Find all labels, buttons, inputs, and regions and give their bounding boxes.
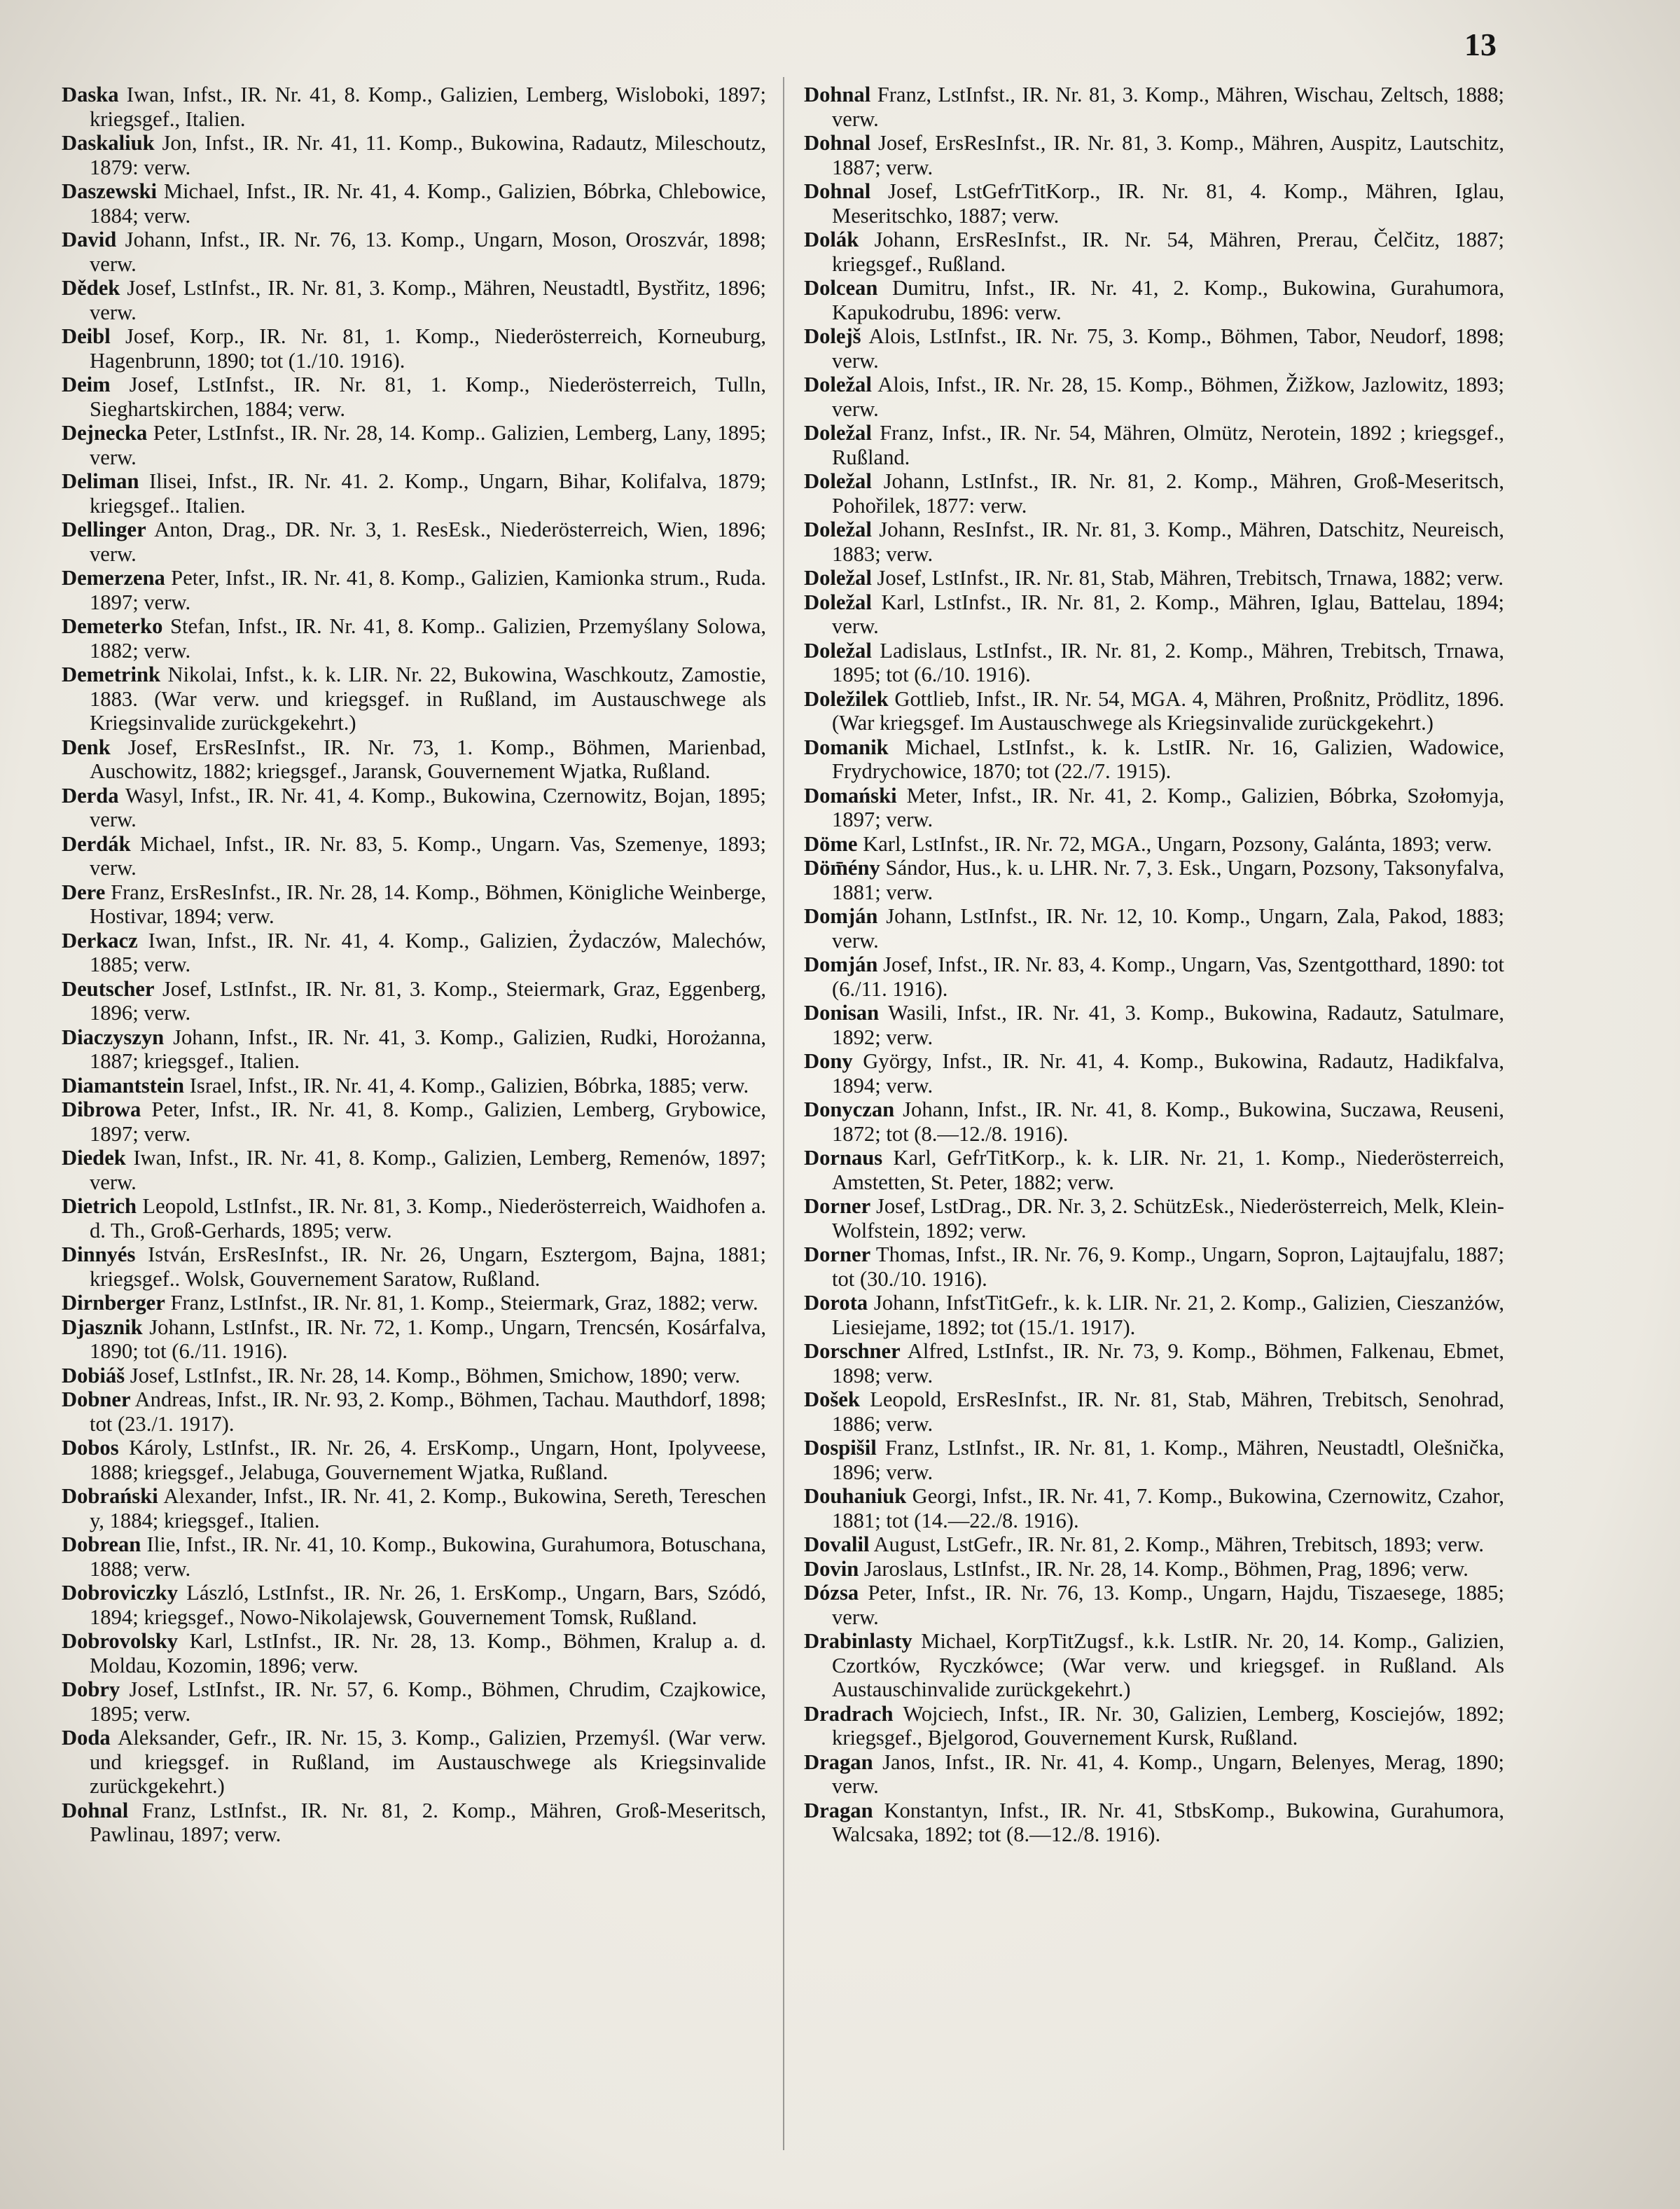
entry-details: Karl, LstInfst., IR. Nr. 28, 13. Komp., Böhmen, Kralup a. d. Moldau, Kozomin, 1896; verw. — [90, 1629, 766, 1677]
casualty-entry — [804, 1629, 1504, 1702]
entry-surname: Doležal — [804, 518, 872, 541]
casualty-entry — [804, 832, 1504, 857]
casualty-entry — [62, 1242, 766, 1291]
entry-details: Franz, LstInfst., IR. Nr. 81, 1. Komp., Mähren, Neustadtl, Olešnička, 1896; verw. — [832, 1436, 1504, 1484]
entry-details: Aleksander, Gefr., IR. Nr. 15, 3. Komp., Galizien, Przemyśl. (War verw. und kriegsgef. in Rußland, im Austauschwege als Kriegsinvalide zurückgekehrt.) — [90, 1726, 766, 1798]
entry-surname: Dorota — [804, 1291, 868, 1315]
entry-surname: Dibrowa — [62, 1097, 141, 1121]
entry-details: Michael, Infst., IR. Nr. 83, 5. Komp., Ungarn. Vas, Szemenye, 1893; verw. — [90, 831, 766, 880]
entry-details: Franz, LstInfst., IR. Nr. 81, 1. Komp., Steiermark, Graz, 1882; verw. — [165, 1291, 758, 1315]
entry-details: Josef, LstInfst., IR. Nr. 81, 3. Komp., Steiermark, Graz, Eggenberg, 1896; verw. — [90, 976, 766, 1025]
casualty-entry — [804, 590, 1504, 639]
entry-details: Karl, LstInfst., IR. Nr. 72, MGA., Ungarn, Pozsony, Galánta, 1893; verw. — [857, 831, 1492, 856]
casualty-entry — [62, 1097, 766, 1146]
casualty-entry — [804, 784, 1504, 832]
casualty-entry — [62, 1532, 766, 1581]
casualty-entry — [804, 904, 1504, 953]
entry-details: Wasili, Infst., IR. Nr. 41, 3. Komp., Bukowina, Radautz, Satulmare, 1892; verw. — [832, 1001, 1504, 1049]
casualty-entry — [62, 421, 766, 469]
casualty-entry — [62, 1799, 766, 1847]
entry-surname: David — [62, 228, 117, 251]
entry-surname: Dobner — [62, 1387, 131, 1411]
entry-surname: Dragan — [804, 1750, 873, 1774]
entry-details: Dumitru, Infst., IR. Nr. 41, 2. Komp., Bukowina, Gurahumora, Kapukodrubu, 1896: verw. — [832, 276, 1504, 324]
casualty-entry — [62, 784, 766, 832]
entry-surname: Doležal — [804, 638, 872, 663]
entry-surname: Deutscher — [62, 976, 155, 1001]
entry-surname: Doležal — [804, 421, 872, 445]
entry-details: Karl, GefrTitKorp., k. k. LIR. Nr. 21, 1. Komp., Niederösterreich, Amstetten, St. Peter, 1882; verw. — [832, 1146, 1504, 1194]
casualty-entry — [62, 1194, 766, 1242]
casualty-entry — [804, 1799, 1504, 1847]
entry-details: Iwan, Infst., IR. Nr. 41, 8. Komp., Galizien, Lemberg, Remenów, 1897; verw. — [90, 1146, 766, 1194]
entry-details: László, LstInfst., IR. Nr. 26, 1. ErsKomp., Ungarn, Bars, Szódó, 1894; kriegsgef., Nowo-Nikolajewsk, Gouvernement Tomsk, Rußland. — [90, 1581, 766, 1629]
entry-surname: Donyczan — [804, 1097, 895, 1121]
casualty-entry — [804, 1484, 1504, 1532]
entry-details: Leopold, LstInfst., IR. Nr. 81, 3. Komp., Niederösterreich, Waidhofen a. d. Th., Groß-Gerhards, 1895; verw. — [90, 1194, 766, 1242]
entry-surname: Dobrovolsky — [62, 1629, 179, 1653]
entry-surname: Dobos — [62, 1436, 119, 1460]
entry-surname: Derkacz — [62, 928, 138, 953]
casualty-entry — [62, 518, 766, 566]
entry-surname: Dobroviczky — [62, 1581, 178, 1605]
casualty-entry — [804, 856, 1504, 904]
entry-surname: Diamantstein — [62, 1073, 185, 1097]
entry-details: Károly, LstInfst., IR. Nr. 26, 4. ErsKomp., Ungarn, Hont, Ipolyveese, 1888; kriegsgef., Jelabuga, Gouvernement Wjatka, Rußland. — [90, 1436, 766, 1484]
entry-details: Ilie, Infst., IR. Nr. 41, 10. Komp., Bukowina, Gurahumora, Botuschana, 1888; verw. — [90, 1532, 766, 1581]
entry-details: György, Infst., IR. Nr. 41, 4. Komp., Bukowina, Radautz, Hadikfalva, 1894; verw. — [832, 1049, 1504, 1097]
casualty-entry — [804, 1001, 1504, 1049]
entry-surname: Dospišil — [804, 1436, 877, 1460]
casualty-entry — [62, 1364, 766, 1388]
entry-surname: Dolejš — [804, 324, 861, 348]
casualty-entry — [804, 324, 1504, 373]
entry-surname: Denk — [62, 735, 111, 759]
entry-details: Meter, Infst., IR. Nr. 41, 2. Komp., Galizien, Bóbrka, Szołomyja, 1897; verw. — [832, 783, 1504, 831]
casualty-entry — [804, 1557, 1504, 1581]
entry-details: Janos, Infst., IR. Nr. 41, 4. Komp., Ungarn, Belenyes, Merag, 1890; verw. — [832, 1750, 1504, 1798]
casualty-entry — [804, 518, 1504, 566]
entry-surname: Dere — [62, 880, 106, 904]
entry-surname: Deibl — [62, 324, 111, 348]
entry-surname: Dovin — [804, 1556, 859, 1581]
entry-details: Ladislaus, LstInfst., IR. Nr. 81, 2. Komp., Mähren, Trebitsch, Trnawa, 1895; tot (6./10. 1916). — [832, 638, 1504, 686]
entry-surname: Domański — [804, 783, 897, 808]
entry-details: Peter, Infst., IR. Nr. 41, 8. Komp., Galizien, Kamionka strum., Ruda. 1897; verw. — [90, 566, 766, 614]
entry-details: Anton, Drag., DR. Nr. 3, 1. ResEsk., Niederösterreich, Wien, 1896; verw. — [90, 518, 766, 566]
entry-details: Franz, ErsResInfst., IR. Nr. 28, 14. Komp., Böhmen, Königliche Weinberge, Hostivar, 1894; verw. — [90, 880, 766, 928]
entry-details: Peter, Infst., IR. Nr. 41, 8. Komp., Galizien, Lemberg, Grybowice, 1897; verw. — [90, 1097, 766, 1146]
entry-details: Josef, LstInfst., IR. Nr. 81, 3. Komp., Mähren, Neustadtl, Bystřitz, 1896; verw. — [90, 276, 766, 324]
entry-details: Gottlieb, Infst., IR. Nr. 54, MGA. 4, Mähren, Proßnitz, Prödlitz, 1896. (War kriegsgef. Im Austauschwege als Kriegsinvalide zurückgekehrt.) — [832, 686, 1504, 735]
entry-details: Konstantyn, Infst., IR. Nr. 41, StbsKomp., Bukowina, Gurahumora, Walcsaka, 1892; tot (8.—12./8. 1916). — [832, 1798, 1504, 1846]
casualty-entry — [804, 228, 1504, 276]
casualty-entry — [62, 1025, 766, 1074]
entry-surname: Doležilek — [804, 686, 889, 711]
entry-details: Franz, LstInfst., IR. Nr. 81, 3. Komp., Mähren, Wischau, Zeltsch, 1888; verw. — [832, 83, 1504, 131]
entry-details: Alois, Infst., IR. Nr. 28, 15. Komp., Böhmen, Žižkow, Jazlowitz, 1893; verw. — [832, 373, 1504, 421]
entry-details: Georgi, Infst., IR. Nr. 41, 7. Komp., Bukowina, Czernowitz, Czahor, 1881; tot (14.—22./8. 1916). — [832, 1484, 1504, 1532]
entry-surname: Dolák — [804, 228, 859, 251]
entry-surname: Dietrich — [62, 1194, 137, 1218]
casualty-entry — [804, 1291, 1504, 1339]
entry-details: Israel, Infst., IR. Nr. 41, 4. Komp., Galizien, Bóbrka, 1885; verw. — [184, 1073, 749, 1097]
left-column — [62, 83, 766, 1847]
entry-details: Ilisei, Infst., IR. Nr. 41. 2. Komp., Ungarn, Bihar, Kolifalva, 1879; kriegsgef.. Italien. — [90, 469, 766, 518]
entry-details: Josef, LstInfst., IR. Nr. 81, Stab, Mähren, Trebitsch, Trnawa, 1882; verw. — [871, 566, 1504, 590]
casualty-entry — [62, 832, 766, 880]
entry-surname: Dorschner — [804, 1339, 901, 1363]
entry-details: Wojciech, Infst., IR. Nr. 30, Galizien, Lemberg, Kosciejów, 1892; kriegsgef., Bjelgorod, Gouvernement Kursk, Rußland. — [832, 1701, 1504, 1750]
casualty-entry — [804, 1146, 1504, 1194]
entry-surname: Djasznik — [62, 1315, 143, 1339]
entry-details: Johann, Infst., IR. Nr. 41, 3. Komp., Galizien, Rudki, Horożanna, 1887; kriegsgef., Italien. — [90, 1025, 766, 1073]
casualty-entry — [62, 324, 766, 373]
entry-surname: Dobry — [62, 1677, 120, 1701]
casualty-entry — [62, 1074, 766, 1098]
entry-details: Iwan, Infst., IR. Nr. 41, 4. Komp., Galizien, Żydaczów, Malechów, 1885; verw. — [90, 928, 766, 976]
entry-surname: Derda — [62, 783, 119, 808]
entry-surname: Diaczyszyn — [62, 1025, 165, 1049]
entry-surname: Doležal — [804, 590, 872, 614]
entry-details: Stefan, Infst., IR. Nr. 41, 8. Komp.. Galizien, Przemyślany Solowa, 1882; verw. — [90, 614, 766, 663]
casualty-entry — [804, 1242, 1504, 1291]
casualty-entry — [62, 1291, 766, 1315]
entry-surname: Dorner — [804, 1242, 871, 1266]
entry-details: Johann, InfstTitGefr., k. k. LIR. Nr. 21, 2. Komp., Galizien, Cieszanżów, Liesiejame, 1892; tot (15./1. 1917). — [832, 1291, 1504, 1339]
casualty-entry — [804, 83, 1504, 131]
entry-surname: Dobrański — [62, 1484, 158, 1508]
entry-surname: Dony — [804, 1049, 853, 1073]
entry-surname: Demeterko — [62, 614, 163, 638]
entry-surname: Dinnyés — [62, 1242, 136, 1266]
casualty-entry — [62, 977, 766, 1025]
entry-surname: Daszewski — [62, 179, 157, 203]
entry-details: Sándor, Hus., k. u. LHR. Nr. 7, 3. Esk., Ungarn, Pozsony, Taksonyfalva, 1881; verw. — [832, 856, 1504, 904]
casualty-entry — [62, 1387, 766, 1436]
entry-details: Johann, LstInfst., IR. Nr. 12, 10. Komp., Ungarn, Zala, Pakod, 1883; verw. — [832, 904, 1504, 953]
casualty-entry — [62, 131, 766, 179]
casualty-entry — [804, 469, 1504, 518]
entry-surname: Doležal — [804, 373, 872, 396]
entry-surname: Dradrach — [804, 1701, 894, 1726]
entry-details: Johann, ErsResInfst., IR. Nr. 54, Mähren, Prerau, Čelčitz, 1887; kriegsgef., Rußland. — [832, 228, 1504, 276]
entry-details: Josef, Infst., IR. Nr. 83, 4. Komp., Ungarn, Vas, Szentgotthard, 1890: tot (6./11. 1916). — [832, 953, 1504, 1001]
casualty-entry — [804, 687, 1504, 735]
entry-details: Jaroslaus, LstInfst., IR. Nr. 28, 14. Komp., Böhmen, Prag, 1896; verw. — [859, 1556, 1469, 1581]
casualty-entry — [62, 1726, 766, 1799]
casualty-entry — [62, 276, 766, 324]
entry-surname: Demetrink — [62, 663, 161, 686]
entry-details: Michael, LstInfst., k. k. LstIR. Nr. 16, Galizien, Wadowice, Frydrychowice, 1870; tot (22./7. 1915). — [832, 735, 1504, 783]
casualty-entry — [62, 1315, 766, 1364]
entry-surname: Domján — [804, 953, 878, 976]
entry-surname: Dobiáš — [62, 1363, 125, 1387]
entry-details: August, LstGefr., IR. Nr. 81, 2. Komp., Mähren, Trebitsch, 1893; verw. — [869, 1532, 1485, 1556]
casualty-entry — [62, 1484, 766, 1532]
entry-surname: Demerzena — [62, 566, 165, 590]
entry-surname: Donisan — [804, 1001, 880, 1025]
entry-surname: Derdák — [62, 831, 131, 856]
casualty-entry — [62, 880, 766, 929]
entry-details: Johann, Infst., IR. Nr. 76, 13. Komp., Ungarn, Moson, Oroszvár, 1898; verw. — [90, 228, 766, 276]
entry-details: Josef, LstInfst., IR. Nr. 57, 6. Komp., Böhmen, Chrudim, Czajkowice, 1895; verw. — [90, 1677, 766, 1726]
entry-details: Alfred, LstInfst., IR. Nr. 73, 9. Komp., Böhmen, Falkenau, Ebmet, 1898; verw. — [832, 1339, 1504, 1387]
entry-details: Alois, LstInfst., IR. Nr. 75, 3. Komp., Böhmen, Tabor, Neudorf, 1898; verw. — [832, 324, 1504, 373]
entry-surname: Drabinlasty — [804, 1629, 912, 1653]
entry-details: Johann, LstInfst., IR. Nr. 72, 1. Komp., Ungarn, Trencsén, Kosárfalva, 1890; tot (6./11. 1916). — [90, 1315, 766, 1363]
entry-surname: Doležal — [804, 566, 872, 590]
entry-surname: Daskaliuk — [62, 131, 155, 155]
casualty-entry — [804, 1339, 1504, 1387]
casualty-entry — [804, 735, 1504, 784]
entry-surname: Domanik — [804, 735, 889, 759]
entry-surname: Douhaniuk — [804, 1484, 907, 1508]
entry-surname: Doda — [62, 1726, 111, 1750]
casualty-entry — [62, 566, 766, 614]
casualty-entry — [62, 373, 766, 421]
casualty-entry — [804, 373, 1504, 421]
entry-surname: Dohnal — [804, 83, 871, 106]
entry-details: Franz, LstInfst., IR. Nr. 81, 2. Komp., Mähren, Groß-Meseritsch, Pawlinau, 1897; verw. — [90, 1798, 766, 1846]
entry-surname: Dovalil — [804, 1532, 870, 1556]
casualty-entry — [62, 1436, 766, 1484]
casualty-entry — [62, 1629, 766, 1677]
entry-surname: Doležal — [804, 469, 872, 493]
casualty-entry — [804, 1097, 1504, 1146]
entry-surname: Döme — [804, 831, 858, 856]
entry-surname: Dohnal — [804, 179, 871, 203]
entry-surname: Dědek — [62, 276, 120, 300]
entry-details: Franz, Infst., IR. Nr. 54, Mähren, Olmütz, Nerotein, 1892 ; kriegsgef., Rußland. — [832, 421, 1504, 469]
casualty-entry — [804, 1750, 1504, 1799]
casualty-entry — [62, 179, 766, 228]
casualty-entry — [62, 1677, 766, 1726]
casualty-entry — [804, 1194, 1504, 1242]
casualty-entry — [804, 1532, 1504, 1557]
casualty-entry — [804, 639, 1504, 687]
casualty-entry — [62, 83, 766, 131]
entry-surname: Domján — [804, 904, 878, 928]
entry-details: Michael, Infst., IR. Nr. 41, 4. Komp., Galizien, Bóbrka, Chlebowice, 1884; verw. — [90, 179, 766, 228]
casualty-entry — [804, 566, 1504, 590]
casualty-entry — [62, 663, 766, 735]
entry-details: Leopold, ErsResInfst., IR. Nr. 81, Stab, Mähren, Trebitsch, Senohrad, 1886; verw. — [832, 1387, 1504, 1436]
casualty-entry — [62, 614, 766, 663]
entry-surname: Dózsa — [804, 1581, 859, 1605]
entry-surname: Döm̄ény — [804, 856, 880, 880]
entry-details: Josef, LstInfst., IR. Nr. 28, 14. Komp., Böhmen, Smichow, 1890; verw. — [125, 1363, 741, 1387]
entry-details: Wasyl, Infst., IR. Nr. 41, 4. Komp., Bukowina, Czernowitz, Bojan, 1895; verw. — [90, 783, 766, 831]
entry-surname: Deim — [62, 373, 111, 396]
entry-details: Johann, Infst., IR. Nr. 41, 8. Komp., Bukowina, Suczawa, Reuseni, 1872; tot (8.—12./8. 1916). — [832, 1097, 1504, 1146]
entry-details: Johann, ResInfst., IR. Nr. 81, 3. Komp., Mähren, Datschitz, Neureisch, 1883; verw. — [832, 518, 1504, 566]
casualty-entry — [804, 179, 1504, 228]
casualty-entry — [804, 1581, 1504, 1629]
entry-surname: Dobrean — [62, 1532, 141, 1556]
casualty-entry — [62, 735, 766, 784]
casualty-entry — [804, 1387, 1504, 1436]
entry-surname: Dorner — [804, 1194, 871, 1218]
entry-surname: Daska — [62, 83, 119, 106]
entry-details: Johann, LstInfst., IR. Nr. 81, 2. Komp., Mähren, Groß-Meseritsch, Pohořilek, 1877: verw. — [832, 469, 1504, 518]
page-number: 13 — [1464, 27, 1497, 62]
entry-surname: Diedek — [62, 1146, 126, 1170]
entry-surname: Dellinger — [62, 518, 146, 541]
entry-details: Iwan, Infst., IR. Nr. 41, 8. Komp., Galizien, Lemberg, Wisloboki, 1897; kriegsgef., Italien. — [90, 83, 766, 131]
entry-surname: Deliman — [62, 469, 139, 493]
casualty-entry — [804, 421, 1504, 469]
entry-surname: Dragan — [804, 1798, 873, 1822]
casualty-entry — [62, 469, 766, 518]
entry-details: Karl, LstInfst., IR. Nr. 81, 2. Komp., Mähren, Iglau, Battelau, 1894; verw. — [832, 590, 1504, 638]
casualty-entry — [62, 1146, 766, 1194]
entry-details: István, ErsResInfst., IR. Nr. 26, Ungarn, Esztergom, Bajna, 1881; kriegsgef.. Wolsk, Gouvernement Saratow, Rußland. — [90, 1242, 766, 1291]
right-column — [804, 83, 1504, 1847]
entry-details: Josef, ErsResInfst., IR. Nr. 81, 3. Komp., Mähren, Auspitz, Lautschitz, 1887; verw. — [832, 131, 1504, 179]
entry-details: Josef, ErsResInfst., IR. Nr. 73, 1. Komp., Böhmen, Marienbad, Auschowitz, 1882; kriegsgef., Jaransk, Gouvernement Wjatka, Rußland. — [90, 735, 766, 783]
casualty-entry — [804, 131, 1504, 179]
entry-surname: Dornaus — [804, 1146, 883, 1170]
entry-details: Andreas, Infst., IR. Nr. 93, 2. Komp., Böhmen, Tachau. Mauthdorf, 1898; tot (23./1. 1917). — [90, 1387, 766, 1436]
entry-details: Josef, LstDrag., DR. Nr. 3, 2. SchützEsk., Niederösterreich, Melk, Klein-Wolfstein, 1892; verw. — [832, 1194, 1504, 1242]
entry-surname: Dolcean — [804, 276, 878, 300]
entry-details: Josef, Korp., IR. Nr. 81, 1. Komp., Niederösterreich, Korneuburg, Hagenbrunn, 1890; tot (1./10. 1916). — [90, 324, 766, 373]
entry-details: Peter, Infst., IR. Nr. 76, 13. Komp., Ungarn, Hajdu, Tiszaesege, 1885; verw. — [832, 1581, 1504, 1629]
casualty-entry — [62, 929, 766, 977]
entry-details: Nikolai, Infst., k. k. LIR. Nr. 22, Bukowina, Waschkoutz, Zamostie, 1883. (War verw. und kriegsgef. in Rußland, im Austauschwege als Kriegsinvalide zurückgekehrt.) — [90, 663, 766, 735]
casualty-entry — [62, 1581, 766, 1629]
casualty-entry — [804, 1436, 1504, 1484]
casualty-entry — [804, 1702, 1504, 1750]
entry-surname: Došek — [804, 1387, 860, 1411]
entry-details: Michael, KorpTitZugsf., k.k. LstIR. Nr. 20, 14. Komp., Galizien, Czortków, Ryczkówce; (War verw. und kriegsgef. in Rußland. Als Austauschinvalide zurückgekehrt.) — [832, 1629, 1504, 1701]
entry-surname: Dohnal — [62, 1798, 129, 1822]
casualty-entry — [804, 953, 1504, 1001]
entry-details: Peter, LstInfst., IR. Nr. 28, 14. Komp.. Galizien, Lemberg, Lany, 1895; verw. — [90, 421, 766, 469]
entry-surname: Dejnecka — [62, 421, 148, 445]
entry-surname: Dohnal — [804, 131, 871, 155]
entry-details: Josef, LstInfst., IR. Nr. 81, 1. Komp., Niederösterreich, Tulln, Sieghartskirchen, 1884; verw. — [90, 373, 766, 421]
entry-details: Jon, Infst., IR. Nr. 41, 11. Komp., Bukowina, Radautz, Mileschoutz, 1879: verw. — [90, 131, 766, 179]
entry-details: Thomas, Infst., IR. Nr. 76, 9. Komp., Ungarn, Sopron, Lajtaujfalu, 1887; tot (30./10. 1916). — [832, 1242, 1504, 1291]
casualty-entry — [804, 276, 1504, 324]
entry-surname: Dirnberger — [62, 1291, 165, 1315]
column-divider — [783, 77, 784, 2150]
casualty-entry — [62, 228, 766, 276]
casualty-entry — [804, 1049, 1504, 1097]
entry-details: Alexander, Infst., IR. Nr. 41, 2. Komp., Bukowina, Sereth, Tereschen y, 1884; kriegsgef., Italien. — [90, 1484, 766, 1532]
entry-details: Josef, LstGefrTitKorp., IR. Nr. 81, 4. Komp., Mähren, Iglau, Meseritschko, 1887; verw. — [832, 179, 1504, 228]
